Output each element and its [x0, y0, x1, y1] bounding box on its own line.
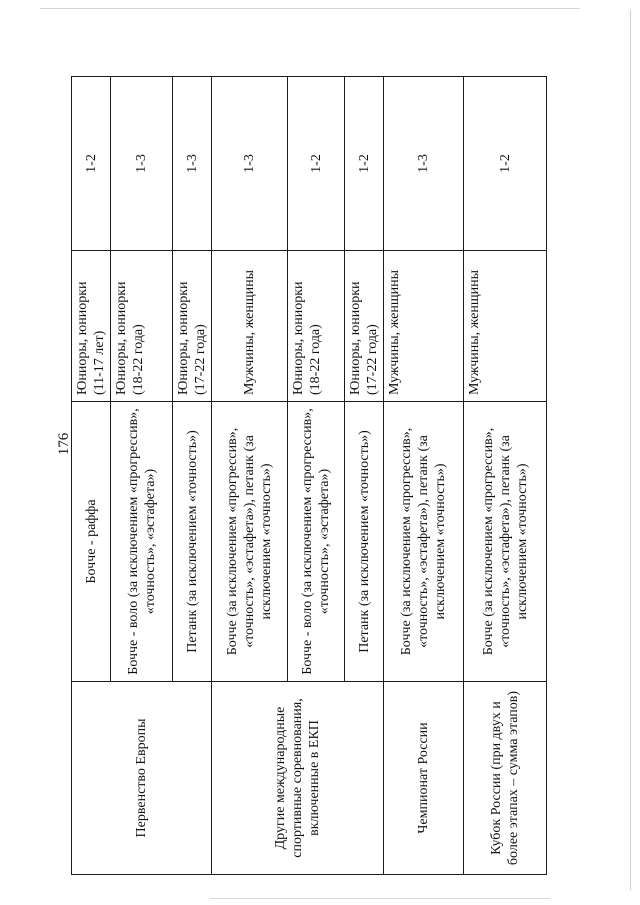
competition-cell: Кубок России (при двух и более этапах – сумма этапов) — [464, 682, 547, 875]
age-group-cell: Юниоры, юниорки (18-22 года) — [111, 251, 173, 402]
places-cell: 1-3 — [111, 77, 173, 251]
table-row — [212, 77, 288, 875]
places-cell: 1-3 — [173, 77, 212, 251]
discipline-cell: Бочче - раффа — [72, 402, 111, 682]
discipline-cell: Бочче - воло (за исключением «прогрессив», «точность», «эстафета») — [288, 402, 345, 682]
discipline-cell: Бочче - воло (за исключением «прогрессив», «точность», «эстафета») — [111, 402, 173, 682]
places-cell: 1-2 — [288, 77, 345, 251]
discipline-cell: Бочче (за исключением «прогрессив», «точность», «эстафета»), петанк (за исключением «точность») — [212, 402, 288, 682]
places-cell: 1-2 — [72, 77, 111, 251]
competition-cell: Другие международные спортивные соревнования, включенные в ЕКП — [212, 682, 384, 875]
table-row — [72, 77, 111, 875]
age-group-cell: Мужчины, женщины — [212, 251, 288, 402]
discipline-cell: Бочче (за исключением «прогрессив», «точность», «эстафета»), петанк (за исключением «точность») — [384, 402, 464, 682]
places-cell: 1-3 — [212, 77, 288, 251]
table-row — [384, 77, 464, 875]
age-group-cell: Юниоры, юниорки (11-17 лет) — [72, 251, 111, 402]
competition-cell: Чемпионат России — [384, 682, 464, 875]
scan-edge-top — [40, 8, 580, 9]
age-group-cell: Юниоры, юниорки (17-22 года) — [345, 251, 384, 402]
page-number: 176 — [56, 432, 72, 456]
age-group-cell: Мужчины, женщины — [464, 251, 547, 402]
competition-table — [71, 76, 547, 875]
age-group-cell: Юниоры, юниорки (17-22 года) — [173, 251, 212, 402]
competition-cell: Первенство Европы — [72, 682, 212, 875]
rotated-page — [56, 77, 532, 875]
discipline-cell: Петанк (за исключением «точность») — [345, 402, 384, 682]
places-cell: 1-2 — [464, 77, 547, 251]
places-cell: 1-3 — [384, 77, 464, 251]
discipline-cell: Петанк (за исключением «точность») — [173, 402, 212, 682]
age-group-cell: Мужчины, женщины — [384, 251, 464, 402]
age-group-cell: Юниоры, юниорки (18-22 года) — [288, 251, 345, 402]
scan-edge-right — [630, 10, 631, 890]
places-cell: 1-2 — [345, 77, 384, 251]
discipline-cell: Бочче (за исключением «прогрессив», «точность», «эстафета»), петанк (за исключением «точность») — [464, 402, 547, 682]
scan-edge-bottom — [210, 898, 550, 899]
table-row — [464, 77, 547, 875]
